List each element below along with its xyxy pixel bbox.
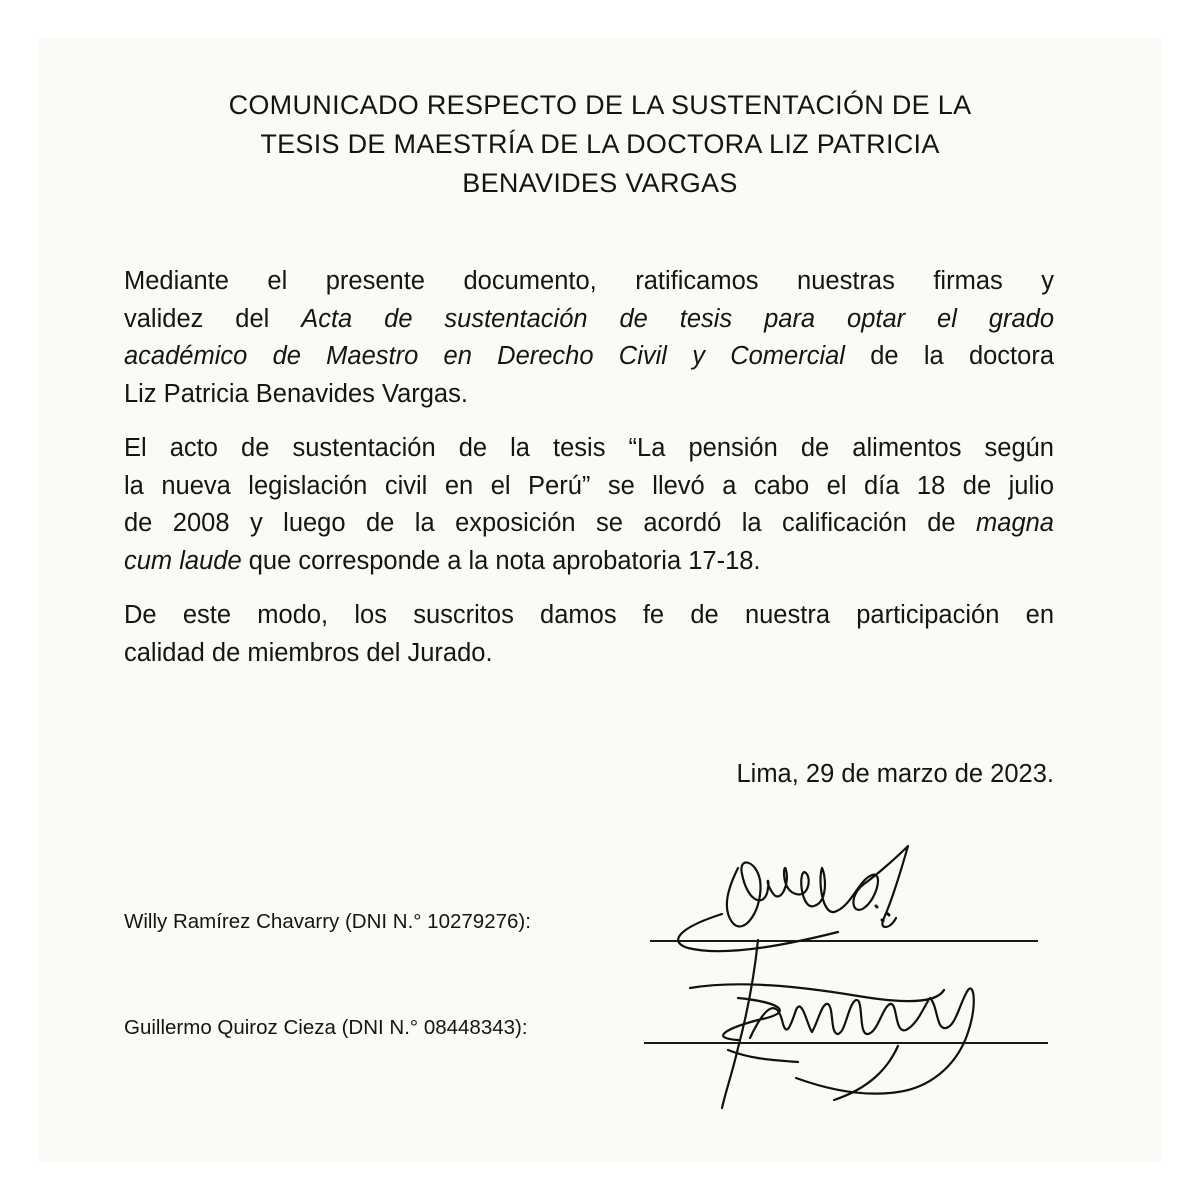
title-line: TESIS DE MAESTRÍA DE LA DOCTORA LIZ PATRICIA bbox=[260, 129, 940, 159]
text-segment: calidad de miembros del Jurado. bbox=[124, 638, 493, 667]
text-segment: validez del bbox=[124, 304, 302, 333]
acta-title-italic: académico de Maestro en Derecho Civil y Comercial bbox=[124, 342, 845, 370]
document-page bbox=[38, 38, 1162, 1162]
signatory-label-quiroz: Guillermo Quiroz Cieza (DNI N.° 08448343): bbox=[124, 1016, 528, 1039]
text-segment: de 2008 y luego de la exposición se acordó la calificación de bbox=[124, 509, 977, 537]
document-date: Lima, 29 de marzo de 2023. bbox=[736, 760, 1054, 788]
text-segment: De este modo, los suscritos damos fe de nuestra participación en bbox=[124, 601, 1054, 629]
text-segment: Liz Patricia Benavides Vargas. bbox=[124, 379, 468, 408]
text-segment: El acto de sustentación de la tesis “La pensión de alimentos según bbox=[124, 434, 1054, 462]
text-segment: la nueva legislación civil en el Perú” se llevó a cabo el día 18 de julio bbox=[124, 471, 1054, 500]
text-segment: de la doctora bbox=[844, 342, 1054, 370]
handwritten-signatures bbox=[38, 38, 1162, 1162]
grade-italic: magna bbox=[976, 509, 1054, 537]
signature-ramirez bbox=[727, 846, 908, 927]
acta-title-italic: Acta de sustentación de tesis para optar el grado bbox=[301, 304, 1055, 333]
title-line: BENAVIDES VARGAS bbox=[462, 168, 738, 198]
grade-italic: cum laude bbox=[124, 546, 242, 575]
text-segment: Mediante el presente documento, ratificamos nuestras firmas y bbox=[124, 267, 1054, 295]
text-segment: que corresponde a la nota aprobatoria 17-18. bbox=[241, 546, 761, 575]
signature-quiroz bbox=[690, 940, 974, 1108]
signatory-label-ramirez: Willy Ramírez Chavarry (DNI N.° 10279276): bbox=[124, 910, 531, 933]
title-line: COMUNICADO RESPECTO DE LA SUSTENTACIÓN DE LA bbox=[228, 90, 972, 120]
